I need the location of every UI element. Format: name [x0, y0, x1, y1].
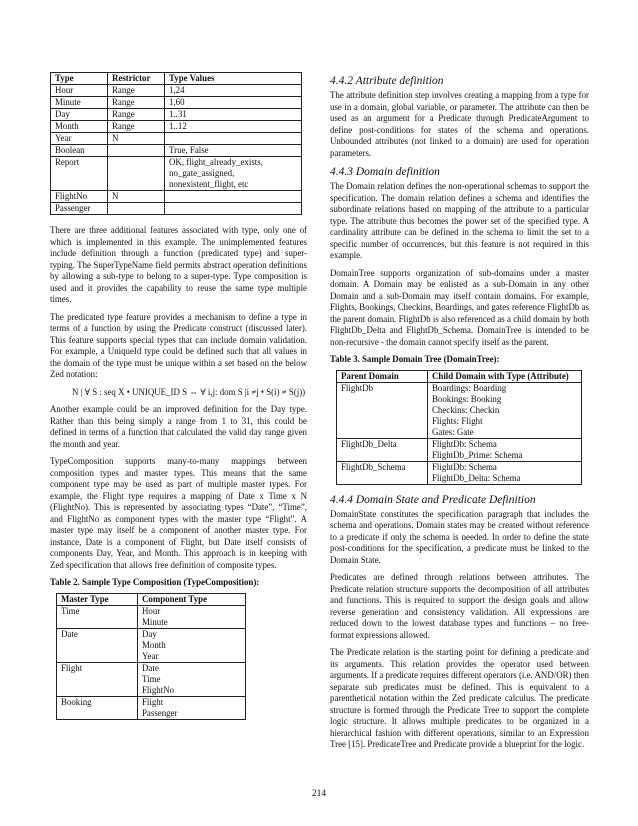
table2-caption: Table 2. Sample Type Composition (TypeComposition): [50, 577, 260, 587]
type-table-body [51, 85, 302, 215]
type-value-line [169, 191, 297, 202]
child-domain-cell [428, 438, 582, 461]
paragraph: The attribute definition step involves creating a mapping from a type for use in a domain, global variable, or parameter. The attribute can then be used as an argument for a Predicate through PredicateArgument to define post-conditions for states of the schema and operations. Unbounded attributes (not linked to a domain) are used for operation parameters. [330, 90, 589, 158]
right-column [330, 72, 589, 757]
page-number: 214 [311, 789, 327, 799]
table-row [51, 157, 302, 191]
type-table-header [51, 73, 302, 85]
restrictor-header: Restrictor [108, 73, 165, 85]
component-line: Month [142, 639, 166, 650]
type-value-line: 1..31 [169, 109, 187, 119]
child-domain-line: Bookings: Booking [432, 393, 502, 404]
table-row [51, 109, 302, 121]
component-line: Year [142, 650, 159, 661]
table-row [51, 121, 302, 133]
table-row [51, 97, 302, 109]
domain-tree-table [336, 370, 582, 485]
component-line: Minute [142, 616, 168, 627]
type-value-line [169, 203, 297, 214]
type-cell: Passenger [51, 203, 108, 215]
child-domain-line: FlightDb_Prime: Schema [432, 449, 523, 460]
paragraph: The predicated type feature provides a mechanism to define a type in terms of a function by using the Predicate construct (discussed later). This feature supports special types that can include domain validation. For example, a UniqueId type could be defined such that all values in the domain of the type must be unique within a set based on the below Zed notation: [50, 311, 307, 379]
table-row [51, 145, 302, 157]
parent-domain-cell: FlightDb_Delta [337, 438, 428, 461]
restrictor-cell: Range [108, 85, 165, 97]
restrictor-cell: N [108, 191, 165, 203]
master-type-cell: Time [57, 605, 138, 628]
table-row [57, 628, 246, 662]
component-line: Passenger [142, 707, 178, 718]
child-domain-line: Gates: Gate [432, 426, 474, 437]
paragraph: The Domain relation defines the non-operational schemas to support the specification. The domain relation defines a schema and identifies the subordinate relations based on mapping of the attribute to a particular type. The attribute thus becomes the power set of the specified type. A cardinality attribute can be defined in the schema to limit the set to a specific number of occurrences, but this feature is not required in this example. [330, 181, 589, 260]
type-value-line: nonexistent_flight, etc [169, 179, 249, 189]
component-type-cell [138, 696, 246, 719]
type-cell: Minute [51, 97, 108, 109]
restrictor-cell [108, 145, 165, 157]
type-cell: Month [51, 121, 108, 133]
paragraph: Predicates are defined through relations between attributes. The Predicate relation structure supports the decomposition of all attributes and functions. This is required to support the design goals and allow reverse generation and consistency validation. All expressions are reduced down to the lowest database types and functions – no free-format expressions allowed. [330, 572, 589, 640]
component-type-cell [138, 662, 246, 696]
paragraph: TypeComposition supports many-to-many mappings between composition types and master types. This means that the same component type may be used as part of multiple master types. For example, the Flight type requires a mapping of Date x Time x N (FlightNo). This is represented by associating types “Date”, “Time”, and FlightNo as component types with the master type “Flight”. A master type may itself be a component of another master type. For instance, Date is a component of Flight, but Date itself consists of components Day, Year, and Month. This approach is in keeping with Zed specification that allows free definition of composite types. [50, 456, 307, 570]
restrictor-cell [108, 203, 165, 215]
component-type-cell [138, 605, 246, 628]
zed-formula: N | ∀ S : seq X • UNIQUE_ID S ⇔ ∀ i,j: dom S |i ≠j • S(i) ≠ S(j)) [72, 386, 306, 397]
type-values-cell [165, 203, 302, 215]
restrictor-cell: Range [108, 109, 165, 121]
type-values-cell [165, 85, 302, 97]
type-value-line: 1,60 [169, 97, 185, 107]
component-line: Date [142, 662, 159, 673]
component-line: FlightNo [142, 684, 175, 695]
type-values-cell [165, 133, 302, 145]
left-column [50, 72, 307, 720]
type-cell: Report [51, 157, 108, 191]
child-domain-line: FlightDb_Delta: Schema [432, 472, 521, 483]
child-domain-header: Child Domain with Type (Attribute) [428, 370, 582, 382]
type-composition-table [56, 593, 246, 720]
table2-body [57, 605, 246, 719]
child-domain-line: Flights: Flight [432, 415, 483, 426]
type-values-header: Type Values [165, 73, 302, 85]
table3-header [337, 370, 582, 382]
type-value-line [169, 133, 297, 144]
parent-domain-cell: FlightDb_Schema [337, 461, 428, 484]
type-cell: FlightNo [51, 191, 108, 203]
type-cell: Day [51, 109, 108, 121]
section-heading-4-4-4: 4.4.4 Domain State and Predicate Definition [330, 493, 536, 506]
type-values-cell [165, 109, 302, 121]
component-type-cell [138, 628, 246, 662]
master-type-header: Master Type [57, 593, 138, 605]
section-heading-4-4-3: 4.4.3 Domain definition [330, 166, 440, 178]
child-domain-line: FlightDb: Schema [432, 461, 497, 472]
child-domain-cell [428, 461, 582, 484]
component-line: Hour [142, 605, 161, 616]
table2-header [57, 593, 246, 605]
type-values-cell [165, 121, 302, 133]
restrictor-cell: Range [108, 121, 165, 133]
type-values-cell [165, 145, 302, 157]
restrictor-cell: N [108, 133, 165, 145]
table-row [51, 85, 302, 97]
child-domain-line: FlightDb: Schema [432, 438, 497, 449]
table3-body [337, 382, 582, 484]
restrictor-cell [108, 157, 165, 191]
component-line: Flight [142, 696, 164, 707]
type-header: Type [51, 73, 108, 85]
master-type-cell: Booking [57, 696, 138, 719]
table-row [51, 133, 302, 145]
parent-domain-cell: FlightDb [337, 382, 428, 438]
table-row [337, 382, 582, 438]
restrictor-cell: Range [108, 97, 165, 109]
type-values-cell [165, 157, 302, 191]
table-row [57, 662, 246, 696]
paragraph: Another example could be an improved definition for the Day type. Rather than this being simply a range from 1 to 31, this could be defined in terms of a function that calculated the valid day range given the month and year. [50, 404, 307, 449]
paragraph: The Predicate relation is the starting point for defining a predicate and its arguments. This relation provides the operator used between arguments. If a predicate requires different operators (i.e. AND/OR) then separate sub predicates must be defined. This is equivalent to a parenthetical notation within the Zed predicate calculus. The predicate structure is formed through the Predicate Tree to support the complete logic structure. It allows multiple predicates to be organized in a hierarchical fashion with different operations, similar to an Expression Tree [15]. PredicateTree and Predicate provide a blueprint for the logic. [330, 647, 589, 749]
table-row [337, 438, 582, 461]
parent-domain-header: Parent Domain [337, 370, 428, 382]
type-cell: Boolean [51, 145, 108, 157]
type-value-line: OK, flight_already_exists, [169, 157, 263, 167]
table-row [51, 191, 302, 203]
component-type-header: Component Type [138, 593, 246, 605]
table-row [51, 203, 302, 215]
table-row [57, 605, 246, 628]
type-value-line: True, False [169, 145, 209, 155]
section-heading-4-4-2: 4.4.2 Attribute definition [330, 75, 444, 87]
master-type-cell: Date [57, 628, 138, 662]
component-line: Time [142, 673, 161, 684]
type-table [50, 72, 302, 215]
type-cell: Year [51, 133, 108, 145]
table-row [57, 696, 246, 719]
child-domain-cell [428, 382, 582, 438]
paragraph: There are three additional features associated with type, only one of which is implemented in this example. The unimplemented features include definition through a function (predicated type) and super-typing. The SuperTypeName field permits abstract operation definitions by allowing a sub-type to belong to a super-type. Type composition is used and it provides the capability to reuse the same type multiple times. [50, 225, 307, 304]
type-values-cell [165, 97, 302, 109]
paragraph: DomainTree supports organization of sub-domains under a master domain. A Domain may be enlisted as a sub-Domain in any other Domain and a sub-Domain may itself contain domains. For example, Flights, Bookings, Checkins, Boardings, and gates reference FlightDb as the parent domain. FlightDb is also referenced as a child domain by both FlightDb_Delta and FlightDb_Schema. DomainTree is intended to be non-recursive - the domain cannot specify itself as the parent. [330, 267, 589, 347]
type-value-line: 1..12 [169, 121, 187, 131]
type-value-line: no_gate_assigned, [169, 168, 235, 178]
child-domain-line: Boardings: Boarding [432, 382, 507, 393]
table3-caption: Table 3. Sample Domain Tree (DomainTree): [330, 354, 500, 364]
child-domain-line: Checkins: Checkin [432, 404, 500, 415]
type-values-cell [165, 191, 302, 203]
paragraph: DomainState constitutes the specification paragraph that includes the schema and operations. Domain states may be created without reference to a predicate if only the schema is needed. In order to define the state post-conditions for the specification, a predicate must be linked to the Domain State. [330, 508, 589, 565]
table-row [337, 461, 582, 484]
type-value-line: 1,24 [169, 85, 185, 95]
type-cell: Hour [51, 85, 108, 97]
component-line: Day [142, 628, 157, 639]
master-type-cell: Flight [57, 662, 138, 696]
